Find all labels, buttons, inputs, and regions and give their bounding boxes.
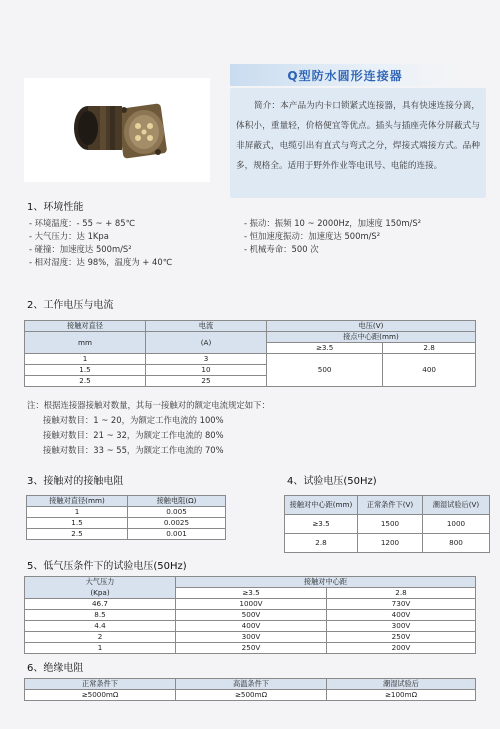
note-line: 接触对数目：1 ~ 20，为额定工作电流的 100%: [43, 415, 224, 425]
table-row: [25, 354, 476, 365]
table-row: [27, 518, 226, 529]
table-cell: 400V: [327, 610, 476, 621]
table-cell: ≥5000mΩ: [25, 690, 176, 701]
table-cell: 25: [146, 376, 267, 387]
table-cell: 8.5: [25, 610, 176, 621]
table-cell: 3: [146, 354, 267, 365]
table-cell: ≥3.5: [285, 515, 358, 534]
note-line: 注：根据连接器接触对数量，其每一接触对的额定电流规定如下：: [27, 400, 270, 410]
table-cell: 2.8: [285, 534, 358, 553]
table-cell: 10: [146, 365, 267, 376]
table-cell: 1: [27, 507, 128, 518]
note-line: 接触对数目：21 ~ 32，为额定工作电流的 80%: [43, 430, 224, 440]
table-cell: 2: [25, 632, 176, 643]
table-cell: 400: [383, 354, 476, 387]
table-cell: 0.0025: [128, 518, 226, 529]
header-cell: 潮湿试验后(V): [423, 496, 490, 515]
table-cell: 250V: [327, 632, 476, 643]
header-cell: 潮湿试验后: [327, 679, 476, 690]
table-cell: 1000: [423, 515, 490, 534]
table-row: [27, 507, 226, 518]
header-cell: (Kpa): [25, 588, 176, 599]
header-cell: 电流: [146, 321, 267, 332]
current-note: [27, 398, 270, 458]
header-cell: 正常条件下: [25, 679, 176, 690]
table-row: [285, 534, 490, 553]
table-cell: 400V: [176, 621, 327, 632]
low-pressure-table: [24, 576, 476, 654]
header-cell: 接触对中心距(mm): [285, 496, 358, 515]
env-item: - 振动：振频 10 ~ 2000Hz，加速度 150m/S²: [244, 218, 422, 228]
env-item: - 碰撞：加速度达 500m/S²: [29, 244, 132, 254]
table-cell: 800: [423, 534, 490, 553]
header-cell: 2.8: [383, 343, 476, 354]
table-cell: 300V: [327, 621, 476, 632]
table-row: [25, 643, 476, 654]
section2-title: 2、工作电压与电流: [27, 300, 114, 311]
env-item: - 机械寿命：500 次: [244, 244, 319, 254]
table-row: [25, 610, 476, 621]
header-cell: 电压(V): [267, 321, 476, 332]
table-cell: 500V: [176, 610, 327, 621]
table-cell: 2.5: [25, 376, 146, 387]
header-cell: 接触电阻(Ω): [128, 496, 226, 507]
table-cell: 1.5: [25, 365, 146, 376]
table-cell: 0.001: [128, 529, 226, 540]
env-item: - 大气压力：达 1Kpa: [29, 231, 109, 241]
env-item: - 相对湿度：达 98%，温度为 + 40℃: [29, 257, 173, 267]
table-row: [25, 632, 476, 643]
title-banner: [230, 64, 460, 86]
section5-title: 5、低气压条件下的试验电压(50Hz): [27, 561, 187, 572]
table-cell: 730V: [327, 599, 476, 610]
table-cell: 1: [25, 354, 146, 365]
table-row: [25, 621, 476, 632]
header-cell: 高温条件下: [176, 679, 327, 690]
header-cell: ≥3.5: [267, 343, 383, 354]
env-item: - 恒加速度振动：加速度达 500m/S²: [244, 231, 381, 241]
header-cell: 大气压力: [25, 577, 176, 588]
table-cell: 200V: [327, 643, 476, 654]
voltage-current-table: [24, 320, 476, 387]
table-cell: 300V: [176, 632, 327, 643]
table-row: [285, 515, 490, 534]
note-line: 接触对数目：33 ~ 55，为额定工作电流的 70%: [43, 445, 224, 455]
table-cell: 1200: [358, 534, 423, 553]
table-cell: 1: [25, 643, 176, 654]
contact-resistance-table: [26, 495, 226, 540]
table-row: [25, 599, 476, 610]
table-cell: ≥100mΩ: [327, 690, 476, 701]
section3-title: 3、接触对的接触电阻: [27, 476, 124, 487]
table-cell: 2.5: [27, 529, 128, 540]
table-row: [25, 690, 476, 701]
header-cell: 2.8: [327, 588, 476, 599]
table-cell: 0.005: [128, 507, 226, 518]
table-cell: 1000V: [176, 599, 327, 610]
section4-title: 4、试验电压(50Hz): [287, 476, 377, 487]
header-cell: 正常条件下(V): [358, 496, 423, 515]
table-cell: 1500: [358, 515, 423, 534]
section1-title: 1、环境性能: [27, 202, 84, 213]
header-cell: 接点中心距(mm): [267, 332, 476, 343]
header-cell: mm: [25, 332, 146, 354]
header-cell: ≥3.5: [176, 588, 327, 599]
table-cell: 1.5: [27, 518, 128, 529]
connector-photo: [24, 78, 210, 182]
table-cell: 46.7: [25, 599, 176, 610]
header-cell: 接触对中心距: [176, 577, 476, 588]
env-left-list: [29, 217, 172, 269]
table-cell: 500: [267, 354, 383, 387]
env-item: - 环境温度：- 55 ~ + 85℃: [29, 218, 135, 228]
insulation-table: [24, 678, 476, 701]
table-row: [27, 529, 226, 540]
header-cell: (A): [146, 332, 267, 354]
table-cell: 4.4: [25, 621, 176, 632]
table-cell: ≥500mΩ: [176, 690, 327, 701]
page-title: Q型防水圆形连接器: [287, 69, 403, 83]
test-voltage-table: [284, 495, 490, 553]
section6-title: 6、绝缘电阻: [27, 663, 84, 674]
env-right-list: [244, 217, 421, 256]
header-cell: 接触对直径(mm): [27, 496, 128, 507]
intro-text: 简介：本产品为内卡口锁紧式连接器，具有快速连接分离，体积小，重量轻，价格便宜等优点。插头与插座壳体分屏蔽式与非屏蔽式，电缆引出有直式与弯式之分，焊接式端接方式。品种多，规格全。适用于野外作业等电讯号、电能的连接。: [236, 101, 480, 171]
table-cell: 250V: [176, 643, 327, 654]
header-cell: 接触对直径: [25, 321, 146, 332]
